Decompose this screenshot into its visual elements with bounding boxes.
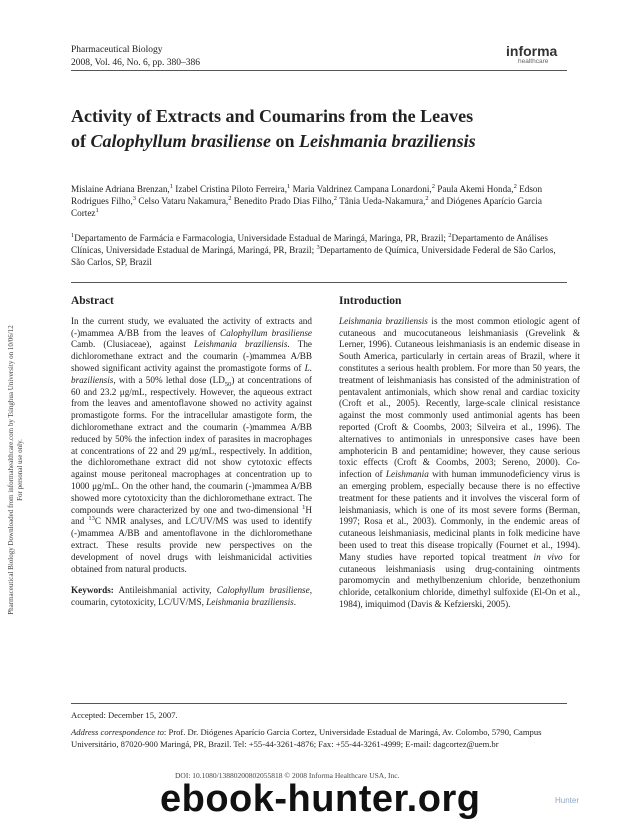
side-text-line1: Pharmaceutical Biology Downloaded from informahealthcare.com by Tsinghua University on 10/06/12: [7, 325, 15, 615]
footer-rule: [71, 703, 567, 704]
introduction-run: Leishmania braziliensis: [339, 315, 428, 326]
abstract-run: Calophyllum brasiliense: [219, 327, 312, 338]
introduction-run: with human immunodeficiency virus is an emerging problem, especially because there is no effective treatment for these patients and it involves the visceral form of leishmaniasis, which is one of its most severe forms (Berman, 1997; Rosa et al., 2003). Commonly, in the endemic areas of cutaneous leishmaniasis, medicinal plants in folk medicine have been used to treat this disease tropically (Fournet et al., 1994). Many studies have reported topical treatment: [339, 469, 580, 562]
introduction-run: for cutaneous leishmaniasis using drug-containing ointments paromomycin and methylbenzenium chloride, benzethonium chloride, cetalkonium chloride, dimethyl sulfoxide (El-On et al., 1984), imiquimod (Davis & Kefzierski, 2005).: [339, 551, 580, 609]
author-name: Celso Vataru Nakamura,$^2$: [138, 194, 232, 206]
abstract-run: 13: [88, 515, 95, 523]
publisher-logo: [506, 44, 566, 65]
introduction-heading: Introduction: [339, 295, 402, 307]
side-text-line2: For personal use only.: [16, 439, 24, 501]
keywords-run: .: [293, 597, 297, 608]
abstract-run: C NMR analyses, and LC/UV/MS was used to identify (-)mammea A/BB and amentoflavone in the dichloromethane extract. These results provide new perspectives on the development of novel drugs with leishmanicidal activities obtained from natural products.: [71, 516, 312, 574]
introduction-run: Leishmania: [385, 469, 429, 480]
watermark-text: ebook-hunter.org: [160, 778, 481, 820]
author-name: Mislaine Adriana Brenzan,$^1$: [71, 182, 173, 194]
correspondence-address: Address correspondence to: Prof. Dr. Diógenes Aparício Garcia Cortez, Universidade Estadual de Maringá, Av. Colombo, 5790, Campus Universitário, 87020-900 Maringá, PR, Brazil. Tel: +55-44-3261-4876; Fax: +55-44-3261-4999; E-mail: dagcortez@uem.br: [71, 727, 542, 749]
title-line2: of Calophyllum brasiliense on Leishmania braziliensis: [71, 131, 476, 151]
author-list: Mislaine Adriana Brenzan,$^1$ Izabel Cristina Piloto Ferreira,$^1$ Maria Valdrinez Campana Lonardoni,$^2$ Paula Akemi Honda,$^2$ Edson Rodrigues Filho,$^3$ Celso Vataru Nakamura,$^2$ Benedito Prado Dias Filho,$^2$ Tânia Ueda-Nakamura,$^2$ and Diógenes Aparício Garcia Cortez$^1$: [71, 182, 543, 218]
author-name: Diógenes Aparício Garcia Cortez$^1$: [71, 196, 542, 218]
author-name: Izabel Cristina Piloto Ferreira,$^1$: [175, 182, 291, 194]
abstract-run: 50: [224, 380, 232, 388]
abstract-run: ) at concentrations of 60 and 23.2 μg/mL, respectively. However, the aqueous extract from the leaves and amentoflavone showed no activity against promastigote forms. For the intracellular amastigote form, the dichloromethane extract and the coumarin (-)mammea A/BB reduced by 50% the infection index of parasites in macrophages at concentrations of 22 and 29 μg/mL, respectively. In addition, the dichloromethane extract did not show cytotoxic effects against mouse peritoneal macrophages at concentration up to 1000 μg/mL. On the other hand, the coumarin (-)mammea A/BB showed more cytotoxicity than the dichloromethane extract. The compounds were characterized by one and two-dimensional: [71, 374, 312, 515]
publisher-sub: healthcare: [518, 58, 549, 65]
publisher-name: informa: [506, 43, 558, 59]
watermark-logo: Hunter: [555, 796, 580, 805]
abstract-section: [71, 296, 312, 609]
introduction-run: is the most common etiologic agent of cutaneous and mucocutaneous leishmaniasis (Grevelink & Lerner, 1996). Cutaneous leishmaniasis is an endemic disease in South America, particularly in certain areas of Brazil, where it constitutes a serious health problem. For more than 50 years, the treatment of leishmaniasis has consisted of the administration of pentavalent antimonials, which show renal and cardiac toxicity (Croft et al., 2005). Recently, large-scale clinical resistance against the most commonly used antimonial agents has been reported (Croft & Coombs, 2003; Silveira et al., 1996). The alternatives to antimonials in unresponsive cases have been amphotericin B and pentamidine; however, they cause serious toxic effects (Croft & Coombs, 2003; Sereno, 2000). Co-infection of: [339, 315, 580, 480]
journal-citation: 2008, Vol. 46, No. 6, pp. 380–386: [71, 58, 200, 68]
doi-line: DOI: 10.1080/13880200802055818 © 2008 Informa Healthcare USA, Inc.: [175, 771, 400, 780]
author-name: Edson Rodrigues Filho,$^3$: [71, 184, 543, 206]
abstract-heading: Abstract: [71, 295, 114, 307]
keywords-run: Calophyllum brasiliense,: [216, 585, 312, 596]
affiliation-text: Departamento de Farmácia e Farmacologia, Universidade Estadual de Maringá, Maringa, PR, Brazil;: [74, 233, 449, 243]
abstract-run: . The dichloromethane extract and the coumarin (-)mammea A/BB showed significant activity against the promastigote forms of: [71, 339, 312, 373]
title-line1: Activity of Extracts and Coumarins from the Leaves: [71, 106, 474, 126]
affiliation-text: Departamento de Química, Universidade Federal de São Carlos, São Carlos, SP, Brazil: [71, 245, 556, 267]
abstract-body: [71, 316, 312, 576]
abstract-run: , with a 50% lethal dose (LD: [113, 374, 225, 385]
author-name: Paula Akemi Honda,$^2$: [437, 182, 517, 194]
keywords-run: Leishmania braziliensis: [206, 597, 294, 608]
author-name: Maria Valdrinez Campana Lonardoni,$^2$: [292, 182, 435, 194]
abstract-run: Leishmania braziliensis: [193, 339, 288, 350]
side-download-stamp: [3, 250, 29, 690]
article-title: [71, 104, 571, 154]
keywords-run: coumarin, cytotoxicity, LC/UV/MS,: [71, 597, 207, 608]
abstract-run: L. braziliensis: [71, 362, 312, 385]
accepted-date: Accepted: December 15, 2007.: [71, 710, 178, 720]
abstract-run: In the current study, we evaluated the activity of extracts and (-)mammea A/BB from the leaves of: [71, 315, 312, 338]
keywords: [71, 585, 312, 609]
introduction-run: in vivo: [533, 551, 563, 562]
affiliation-text: Departamento de Análises Clínicas, Universidade Estadual de Maringá, Maringá, PR, Brazil;: [71, 233, 548, 255]
author-name: Tânia Ueda-Nakamura,$^2$: [339, 194, 429, 206]
introduction-section: [339, 296, 580, 611]
journal-header: [71, 44, 200, 70]
journal-name: Pharmaceutical Biology: [71, 45, 163, 55]
abstract-run: H and: [71, 504, 312, 527]
affiliation-rule: [71, 282, 567, 283]
author-name: Benedito Prado Dias Filho,$^2$: [233, 194, 338, 206]
keywords-label: Keywords:: [71, 585, 114, 596]
header-rule: [71, 70, 567, 71]
introduction-body: [339, 316, 580, 611]
affiliations: $^1$Departamento de Farmácia e Farmacologia, Universidade Estadual de Maringá, Maringa, PR, Brazil; $^2$Departamento de Análises Clínicas, Universidade Estadual de Maringá, Maringá, PR, Brazil; $^3$Departamento de Química, Universidade Federal de São Carlos, São Carlos, SP, Brazil: [71, 231, 556, 267]
abstract-run: 1: [302, 503, 306, 511]
abstract-run: Camb. (Clusiaceae), against: [71, 339, 194, 350]
keywords-run: Antileishmanial activity,: [113, 585, 217, 596]
